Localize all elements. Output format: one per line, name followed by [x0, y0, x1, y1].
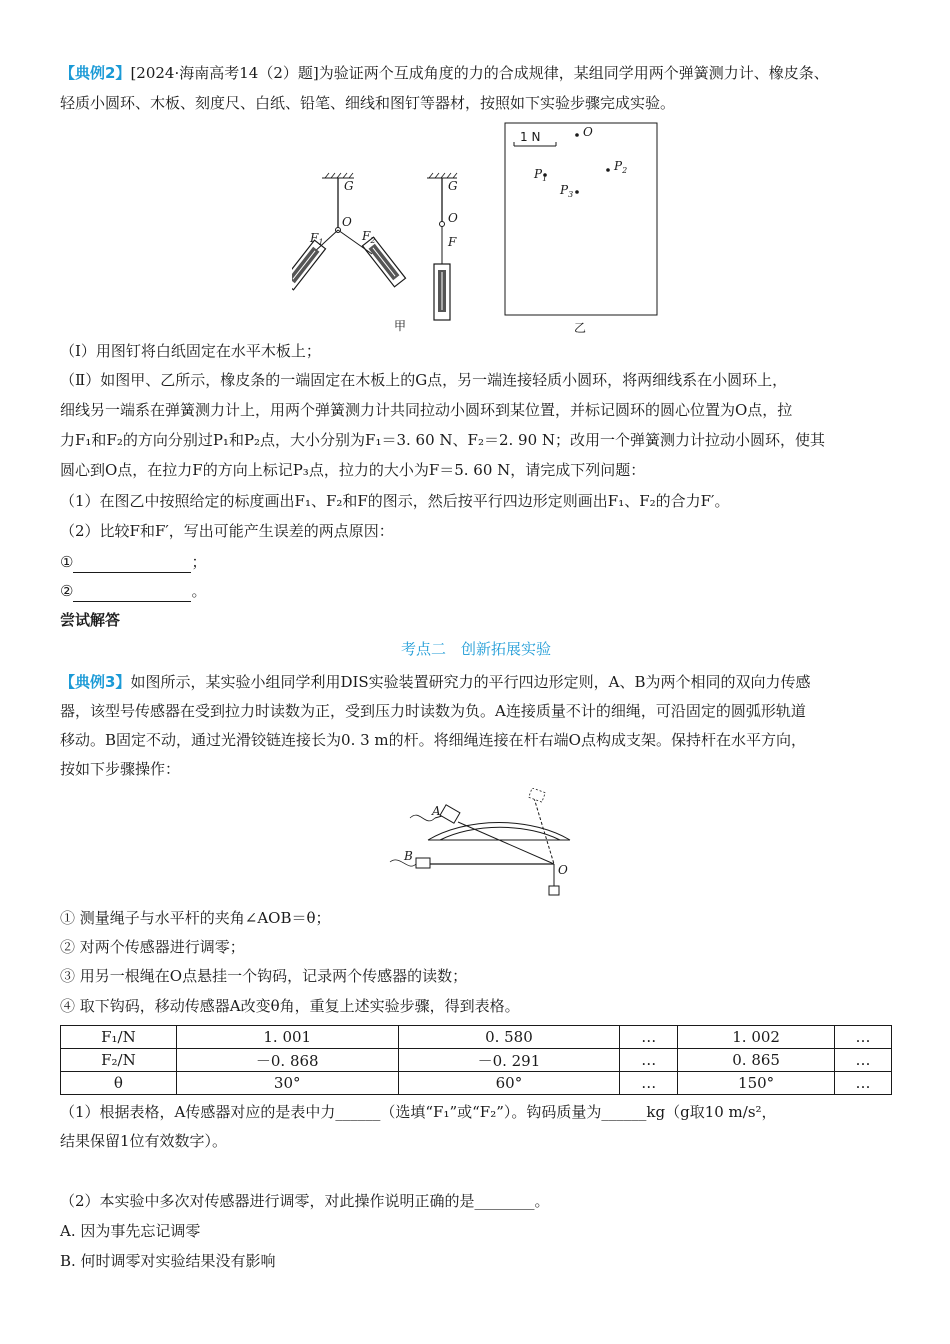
jia-label-g: G: [344, 179, 354, 193]
example2-step2-line1: （Ⅱ）如图甲、乙所示，橡皮条的一端固定在木板上的G点，另一端连接轻质小圆环，将两细线系在小圆环上，: [60, 371, 788, 389]
table-row: F₁/N 1. 001 0. 580 … 1. 002 …: [61, 1026, 892, 1049]
sensor-data-table: [60, 1025, 892, 1095]
answer-blank-2: ② 。: [60, 582, 207, 600]
table-row: F₂/N －0. 868 －0. 291 … 0. 865 …: [61, 1049, 892, 1072]
example3-step-3: ③ 用另一根绳在O点悬挂一个钩码，记录两个传感器的读数；: [60, 967, 468, 985]
jia-label-f1: $F_1$: [310, 231, 324, 247]
figure-sensor-apparatus: [380, 788, 580, 903]
yi-label-o: O: [583, 125, 593, 139]
example2-text-line1: [2024·海南高考14（2）题]为验证两个互成角度的力的合成规律，某组同学用两个弹簧测力计、橡皮条、: [130, 64, 829, 82]
sensor-label-a: A: [432, 804, 441, 818]
yi-caption: 乙: [574, 321, 587, 335]
svg-text:甲: 甲: [394, 319, 407, 333]
jia-label-f: F: [448, 235, 457, 249]
example3-step-4: ④ 取下钩码，移动传感器A改变θ角，重复上述实验步骤，得到表格。: [60, 997, 520, 1015]
example2-step2-line2: 细线另一端系在弹簧测力计上，用两个弹簧测力计共同拉动小圆环到某位置，并标记圆环的圆心位置为O点，拉: [60, 401, 793, 419]
example3-tag: 【典例3】: [60, 673, 131, 691]
option-a: A. 因为事先忘记调零: [60, 1222, 201, 1240]
yi-scale-label: 1 N: [520, 130, 541, 144]
figure-jia-single: [415, 170, 495, 335]
figure-jia-caption: [380, 316, 420, 334]
yi-label-p3: $P_3$: [560, 183, 574, 199]
example2-step2-line4: 圆心到O点，在拉力F的方向上标记P₃点，拉力的大小为F＝5. 60 N，请完成下列问题：: [60, 461, 646, 479]
example3-line4: 按如下步骤操作：: [60, 760, 181, 778]
jia-label-o: O: [342, 215, 352, 229]
example2-tag: 【典例2】: [60, 64, 131, 82]
blank-line-2[interactable]: [73, 585, 191, 602]
example3-question1-line1: （1）根据表格，A传感器对应的是表中力______（选填“F₁”或“F₂”）。钩码质量为______kg（g取10 m/s²，: [60, 1103, 777, 1121]
jia-label-g2: G: [448, 179, 458, 193]
answer-blank-1: ① ；: [60, 553, 207, 571]
try-answer-label: 尝试解答: [60, 611, 121, 629]
example2-question2: （2）比较F和F′，写出可能产生误差的两点原因：: [60, 522, 394, 540]
example2-question1: （1）在图乙中按照给定的标度画出F₁、F₂和F的图示，然后按平行四边形定则画出F₁、F₂的合力F′。: [60, 492, 730, 510]
example3-line2: 器，该型号传感器在受到拉力时读数为正，受到压力时读数为负。A连接质量不计的细绳，可沿固定的圆弧形轨道: [60, 702, 806, 720]
example3-line3: 移动。B固定不动，通过光滑铰链连接长为0. 3 m的杆。将细绳连接在杆右端O点构成支架。保持杆在水平方向，: [60, 731, 806, 749]
example2-step2-line3: 力F₁和F₂的方向分别过P₁和P₂点，大小分别为F₁＝3. 60 N、F₂＝2. 90 N；改用一个弹簧测力计拉动小圆环，使其: [60, 431, 826, 449]
example2-line2: 轻质小圆环、木板、刻度尺、白纸、铅笔、细线和图钉等器材，按照如下实验步骤完成实验。: [60, 94, 676, 112]
section-heading: 考点二 创新拓展实验: [400, 640, 551, 658]
example3-line1: 【典例3】如图所示，某实验小组同学利用DIS实验装置研究力的平行四边形定则，A、B为两个相同的双向力传感: [60, 673, 811, 691]
blank-line-1[interactable]: [73, 556, 191, 573]
figure-yi: [504, 122, 659, 337]
example3-step-2: ② 对两个传感器进行调零；: [60, 938, 245, 956]
yi-label-p2: $P_2$: [614, 159, 628, 175]
sensor-label-b: B: [404, 849, 413, 863]
jia-label-o2: O: [448, 211, 458, 225]
option-b: B. 何时调零对实验结果没有影响: [60, 1252, 276, 1270]
example3-question1-line2: 结果保留1位有效数字）。: [60, 1132, 228, 1150]
sensor-label-o: O: [558, 863, 568, 877]
example2-step1: （Ⅰ）用图钉将白纸固定在水平木板上；: [60, 342, 321, 360]
yi-label-p1: $P_1$: [534, 167, 548, 183]
example3-question2: （2）本实验中多次对传感器进行调零，对此操作说明正确的是________。: [60, 1192, 550, 1210]
example2-line1: [60, 62, 829, 84]
jia-label-f2: $F_2$: [362, 229, 376, 245]
table-row: θ 30° 60° … 150° …: [61, 1072, 892, 1095]
example3-step-1: ① 测量绳子与水平杆的夹角∠AOB＝θ；: [60, 909, 331, 927]
